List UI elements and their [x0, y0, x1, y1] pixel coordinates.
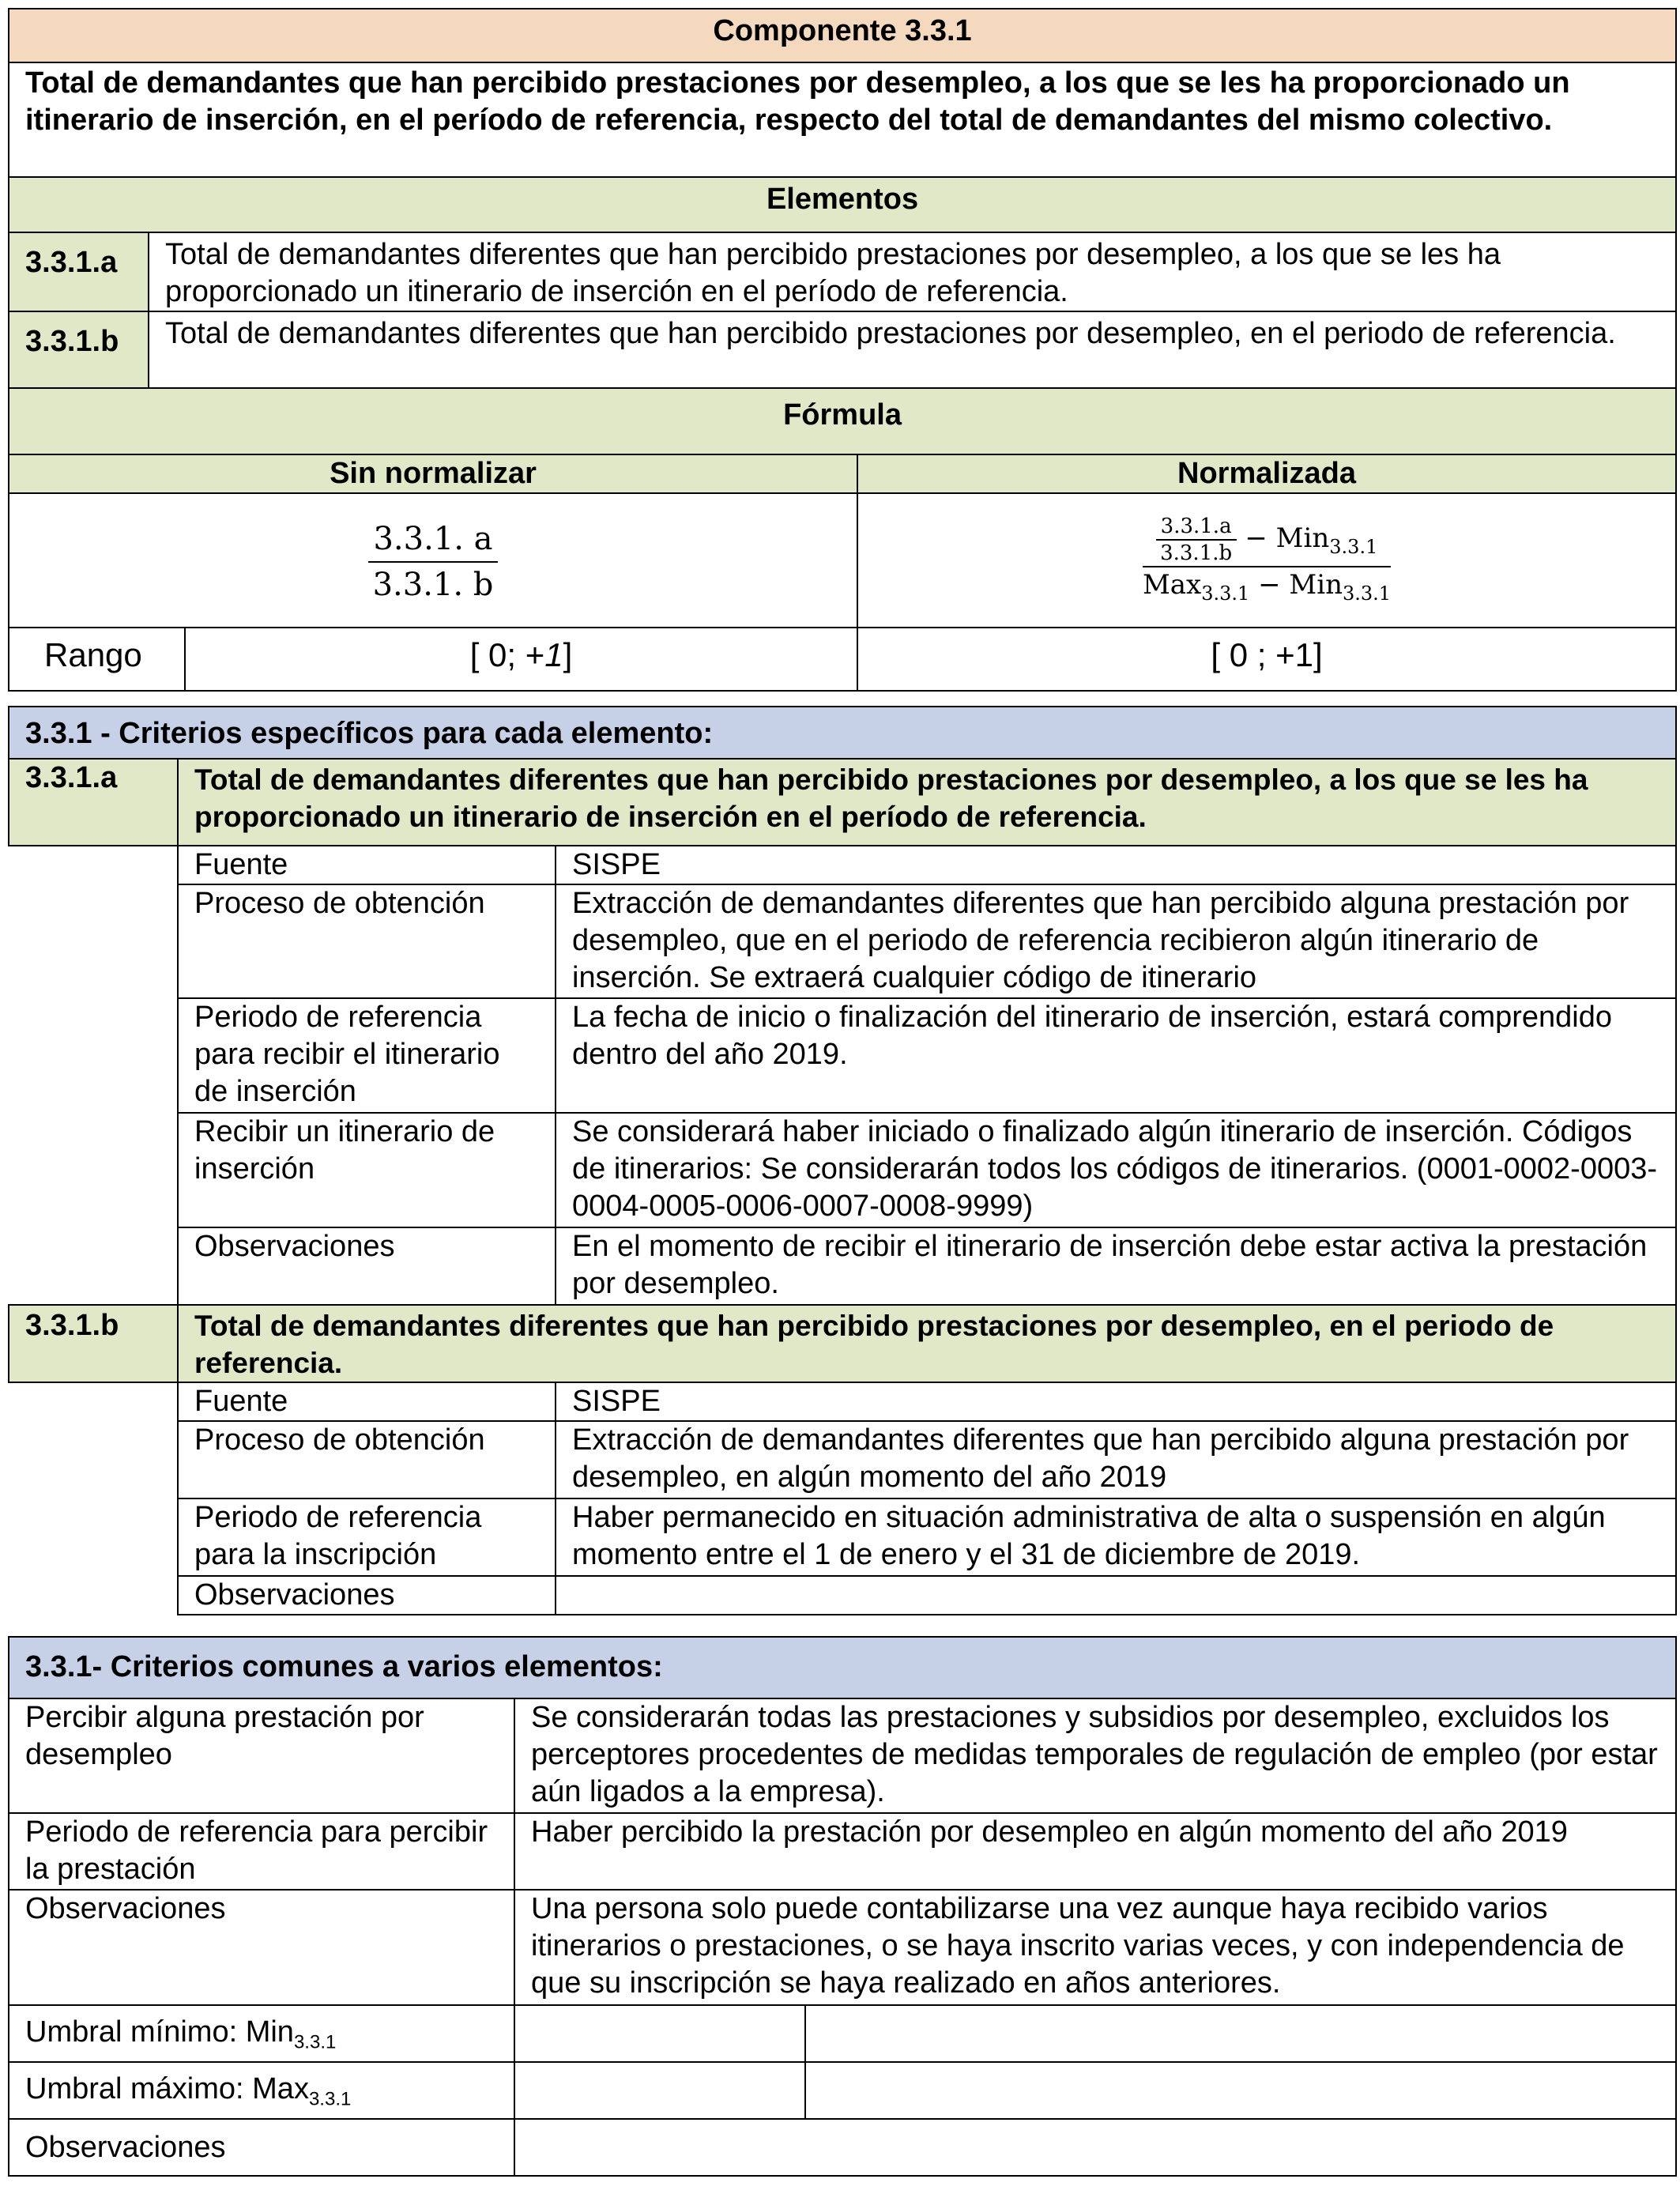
spec-b-value-0: SISPE — [556, 1382, 1676, 1421]
element-text-a: Total de demandantes diferentes que han percibido prestaciones por desempleo, a los que se les ha proporcionado un itinerario de inserción en el período de referencia. — [149, 232, 1676, 311]
specific-title-b: Total de demandantes diferentes que han percibido prestaciones por desempleo, en el periodo de referencia. — [178, 1305, 1676, 1382]
specific-header: 3.3.1 - Criterios específicos para cada elemento: — [9, 707, 1676, 759]
component-table — [8, 8, 1677, 692]
common-observaciones-label: Observaciones — [9, 2119, 514, 2176]
element-code-a: 3.3.1.a — [9, 232, 149, 311]
spec-a-value-3: Se considerará haber iniciado o finalizado algún itinerario de inserción. Códigos de itinerarios: Se considerarán todos los códigos de itinerarios. (0001-0002-0003-0004-0005-0006-0007-0008-9999) — [556, 1113, 1676, 1227]
component-title: Componente 3.3.1 — [9, 9, 1676, 62]
rango-normalized: [ 0 ; +1] — [857, 628, 1676, 691]
spec-b-value-1: Extracción de demandantes diferentes que han percibido alguna prestación por desempleo, en algún momento del año 2019 — [556, 1421, 1676, 1498]
formula-header: Fórmula — [9, 388, 1676, 454]
umbral-minimo-extra — [805, 2005, 1676, 2062]
specific-criteria-table — [8, 706, 1677, 1615]
spec-b-label-2: Periodo de referencia para la inscripción — [178, 1498, 556, 1576]
element-code-b: 3.3.1.b — [9, 311, 149, 388]
common-value-0: Se considerarán todas las prestaciones y subsidios por desempleo, excluidos los perceptores procedentes de medidas temporales de regulación de empleo (por estar aún ligados a la empresa). — [514, 1698, 1676, 1813]
spec-a-value-1: Extracción de demandantes diferentes que han percibido alguna prestación por desempleo, que en el periodo de referencia recibieron algún itinerario de inserción. Se extraerá cualquier código de itinerario — [556, 884, 1676, 998]
spec-a-value-4: En el momento de recibir el itinerario de inserción debe estar activa la prestación por desempleo. — [556, 1227, 1676, 1305]
spec-a-label-2: Periodo de referencia para recibir el itinerario de inserción — [178, 998, 556, 1113]
specific-code-b: 3.3.1.b — [9, 1305, 178, 1382]
spec-a-label-4: Observaciones — [178, 1227, 556, 1305]
spec-a-label-1: Proceso de obtención — [178, 884, 556, 998]
rango-label: Rango — [9, 628, 185, 691]
umbral-minimo-label: Umbral mínimo: Min$_{3.3.1}$ — [9, 2005, 514, 2062]
common-observaciones-value — [514, 2119, 1676, 2176]
spec-b-label-1: Proceso de obtención — [178, 1421, 556, 1498]
normalizada-header: Normalizada — [857, 454, 1676, 493]
umbral-maximo-label: Umbral máximo: Max$_{3.3.1}$ — [9, 2062, 514, 2119]
specific-title-a: Total de demandantes diferentes que han percibido prestaciones por desempleo, a los que se les ha proporcionado un itinerario de inserción en el período de referencia. — [178, 759, 1676, 846]
specific-code-a: 3.3.1.a — [9, 759, 178, 846]
umbral-maximo-value — [514, 2062, 805, 2119]
elements-header: Elementos — [9, 177, 1676, 232]
umbral-maximo-extra — [805, 2062, 1676, 2119]
spec-b-label-0: Fuente — [178, 1382, 556, 1421]
spec-a-value-0: SISPE — [556, 846, 1676, 884]
common-value-2: Una persona solo puede contabilizarse una vez aunque haya recibido varios itinerarios o prestaciones, o se haya inscrito varias veces, y con independencia de que su inscripción se haya realizado en años anteriores. — [514, 1890, 1676, 2005]
umbral-minimo-value — [514, 2005, 805, 2062]
common-criteria-table — [8, 1636, 1677, 2177]
spec-a-value-2: La fecha de inicio o finalización del itinerario de inserción, estará comprendido dentro del año 2019. — [556, 998, 1676, 1113]
spec-b-value-2: Haber permanecido en situación administrativa de alta o suspensión en algún momento entre el 1 de enero y el 31 de diciembre de 2019. — [556, 1498, 1676, 1576]
spec-b-value-3 — [556, 1576, 1676, 1615]
spec-a-label-0: Fuente — [178, 846, 556, 884]
common-header: 3.3.1- Criterios comunes a varios elementos: — [9, 1637, 1676, 1698]
formula-raw-cell — [9, 493, 857, 628]
common-label-0: Percibir alguna prestación por desempleo — [9, 1698, 514, 1813]
spec-a-label-3: Recibir un itinerario de inserción — [178, 1113, 556, 1227]
common-label-2: Observaciones — [9, 1890, 514, 2005]
formula-norm-cell — [857, 493, 1676, 628]
spec-b-label-3: Observaciones — [178, 1576, 556, 1615]
rango-raw: [ 0; +1] — [185, 628, 857, 691]
formula-raw: $\frac{3.3.1. a}{3.3.1. b}$ — [368, 517, 497, 607]
sin-normalizar-header: Sin normalizar — [9, 454, 857, 493]
component-description: Total de demandantes que han percibido prestaciones por desempleo, a los que se les ha proporcionado un itinerario de inserción, en el período de referencia, respecto del total de demandantes del mismo colectivo. — [9, 62, 1676, 177]
formula-normalized: $\frac{3.3.1.a}{3.3.1.b}$ − Min$_{3.3.1}$ Max$_{3.3.1}$ − Min$_{3.3.1}$ — [1142, 514, 1392, 605]
common-label-1: Periodo de referencia para percibir la prestación — [9, 1813, 514, 1890]
common-value-1: Haber percibido la prestación por desempleo en algún momento del año 2019 — [514, 1813, 1676, 1890]
element-text-b: Total de demandantes diferentes que han percibido prestaciones por desempleo, en el periodo de referencia. — [149, 311, 1676, 388]
